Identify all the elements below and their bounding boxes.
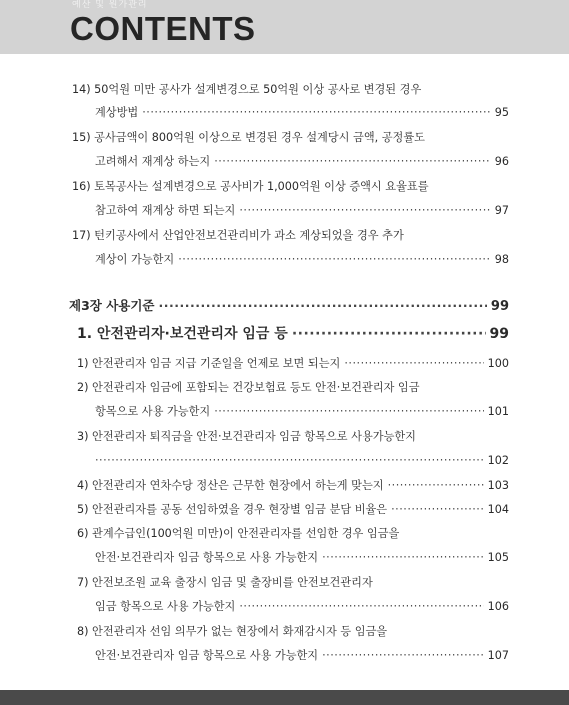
toc-item-17-line2[interactable] [95,252,509,268]
leader-dots [322,648,484,664]
subitem-title: 안전관리자 연차수당 정산은 근무한 현장에서 하는게 맞는지 [92,479,384,492]
toc-subitem-8-line2[interactable] [95,648,509,664]
leader-dots [214,154,491,170]
subitem-title-line2: 안전·보건관리자 임금 항목으로 사용 가능한지 [95,551,319,564]
subitem-number: 6) [77,527,89,540]
subitem-number: 1) [77,357,89,370]
toc-subitem-7[interactable] [77,575,569,591]
subitem-page: 100 [487,357,509,370]
section-title: 1. 안전관리자·보건관리자 임금 등 [77,326,288,342]
toc-item-title-line1: 50억원 미만 공사가 설계변경으로 50억원 이상 공사로 변경된 경우 [94,83,422,96]
toc-item-number: 16) [72,180,91,193]
subitem-number: 4) [77,479,89,492]
toc-subitem-4[interactable] [77,478,509,494]
leader-dots [159,298,487,314]
toc-item-15-line2[interactable] [95,154,509,170]
chapter-title: 제3장 사용기준 [69,298,155,313]
subitem-title: 안전관리자 임금에 포함되는 건강보험료 등도 안전·보건관리자 임금 [92,381,420,394]
toc-item-page: 96 [494,155,509,168]
toc-item-15[interactable] [72,130,569,146]
toc-chapter-3[interactable] [69,298,509,315]
subitem-title: 안전관리자 선임 의무가 없는 현장에서 화재감시자 등 임금을 [92,625,388,638]
toc-item-title-line2: 계상방법 [95,106,139,119]
subitem-page: 103 [487,479,509,492]
toc-subitem-2[interactable] [77,380,569,396]
subitem-title: 안전관리자를 공동 선임하였을 경우 현장별 임금 분담 비율은 [92,503,388,516]
toc-item-title-line2: 참고하여 재계상 하면 되는지 [95,204,236,217]
subitem-page: 105 [487,551,509,564]
toc-item-number: 14) [72,83,91,96]
toc-item-14[interactable] [72,82,569,98]
section-page: 99 [489,326,509,342]
leader-dots [95,453,484,469]
subitem-title-line2: 항목으로 사용 가능한지 [95,405,211,418]
leader-dots [142,105,491,121]
toc-item-title-line2: 계상이 가능한지 [95,253,175,266]
toc-item-16[interactable] [72,179,569,195]
subitem-page: 106 [487,600,509,613]
toc-item-page: 95 [494,106,509,119]
toc-subitem-8[interactable] [77,624,569,640]
header-small-text: 예산 및 원가관리 [72,0,148,10]
subitem-page: 107 [487,649,509,662]
leader-dots [322,550,484,566]
footer-band [0,690,569,705]
chapter-page: 99 [490,299,509,314]
subitem-page: 104 [487,503,509,516]
toc-item-title-line1: 턴키공사에서 산업안전보건관리비가 과소 계상되었을 경우 추가 [94,229,404,242]
toc-subitem-3-line2[interactable] [95,453,509,469]
subitem-title: 안전관리자 퇴직금을 안전·보건관리자 임금 항목으로 사용가능한지 [92,430,416,443]
subitem-title-line2: 임금 항목으로 사용 가능한지 [95,600,236,613]
toc-item-number: 17) [72,229,91,242]
toc-subitem-3[interactable] [77,429,569,445]
toc-subitem-7-line2[interactable] [95,599,509,615]
subitem-title: 관계수급인(100억원 미만)이 안전관리자를 선임한 경우 임금을 [92,527,400,540]
toc-item-title-line1: 토목공사는 설계변경으로 공사비가 1,000억원 이상 증액시 요율표를 [94,180,429,193]
leader-dots [214,404,483,420]
toc-subitem-6[interactable] [77,526,569,542]
subitem-number: 3) [77,430,89,443]
toc-item-17[interactable] [72,228,569,244]
leader-dots [388,478,484,494]
subitem-page: 102 [487,454,509,467]
header-band [0,0,569,54]
leader-dots [239,599,483,615]
leader-dots [292,326,486,342]
toc-item-number: 15) [72,131,91,144]
toc-subitem-6-line2[interactable] [95,550,509,566]
subitem-number: 2) [77,381,89,394]
subitem-number: 8) [77,625,89,638]
toc-item-title-line1: 공사금액이 800억원 이상으로 변경된 경우 설계당시 금액, 공정률도 [94,131,425,144]
toc-subitem-2-line2[interactable] [95,404,509,420]
toc-item-page: 97 [494,204,509,217]
toc-item-page: 98 [494,253,509,266]
toc-subitem-1[interactable] [77,356,509,372]
subitem-title-line2: 안전·보건관리자 임금 항목으로 사용 가능한지 [95,649,319,662]
toc-item-16-line2[interactable] [95,203,509,219]
leader-dots [178,252,491,268]
toc-section-1[interactable] [77,326,509,342]
toc-subitem-5[interactable] [77,502,509,518]
page-title: CONTENTS [70,10,256,47]
subitem-title: 안전관리자 임금 지급 기준일을 언제로 보면 되는지 [92,357,341,370]
leader-dots [239,203,490,219]
subitem-title: 안전보조원 교육 출장시 임금 및 출장비를 안전보건관리자 [92,576,373,589]
toc-item-title-line2: 고려해서 재계상 하는지 [95,155,211,168]
leader-dots [344,356,483,372]
subitem-number: 7) [77,576,89,589]
subitem-number: 5) [77,503,89,516]
toc-item-14-line2[interactable] [95,105,509,121]
subitem-page: 101 [487,405,509,418]
leader-dots [391,502,484,518]
